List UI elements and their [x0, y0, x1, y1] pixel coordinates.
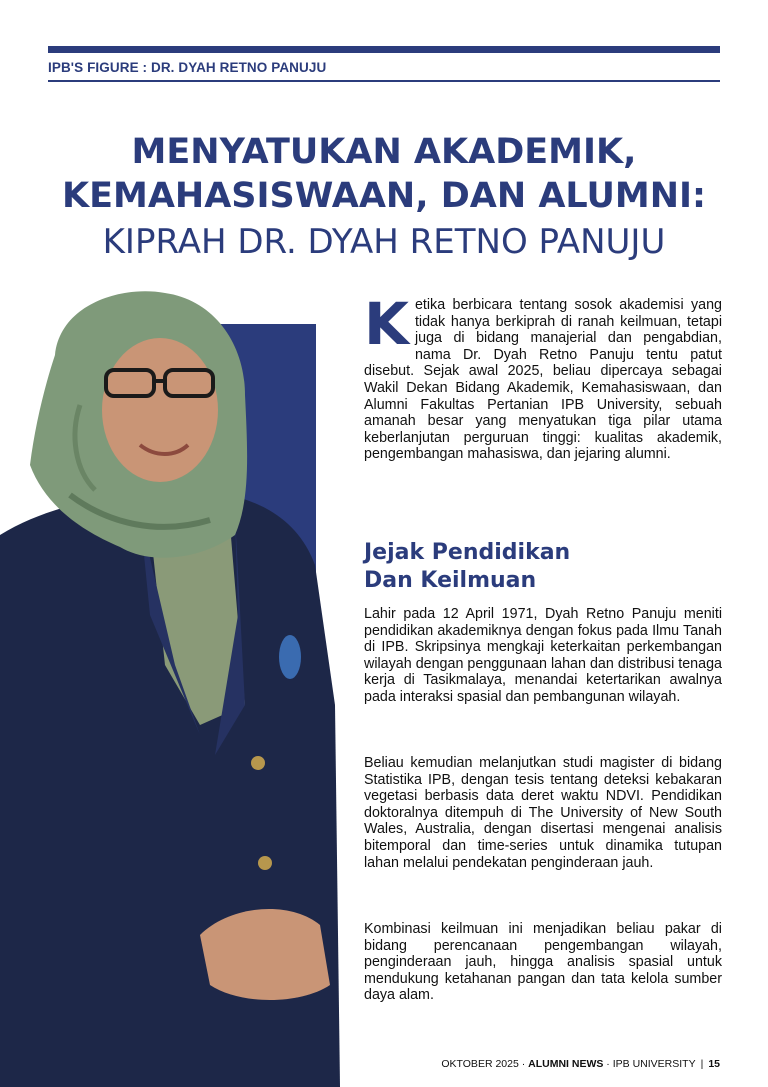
- header-top-rule: [48, 46, 720, 53]
- page-number: 15: [708, 1058, 720, 1070]
- intro-paragraph: [364, 290, 722, 463]
- portrait-photo: [0, 285, 360, 1087]
- article-headline: [0, 130, 768, 264]
- body-paragraph-1: Lahir pada 12 April 1971, Dyah Retno Panuju meniti pendidikan akademiknya dengan fokus pada Ilmu Tanah di IPB. Skripsinya mengkaji keterkaitan perkembangan wilayah dengan penggunaan lahan dan distribusi tenaga kerja di Tasikmalaya, menandai ketertarikan awalnya pada interaksi spasial dan pembangunan wilayah.: [364, 606, 722, 705]
- headline-line-2: KEMAHASISWAAN, DAN ALUMNI:: [61, 176, 707, 216]
- footer-org: · IPB UNIVERSITY: [603, 1058, 696, 1070]
- section-heading-line-1: Jejak Pendidikan: [364, 540, 571, 565]
- headline-line-3: KIPRAH DR. DYAH RETNO PANUJU: [102, 222, 666, 262]
- section-heading-line-2: Dan Keilmuan: [364, 568, 537, 593]
- intro-text: etika berbicara tentang sosok akademisi yang tidak hanya berkiprah di ranah keilmuan, tetapi juga di bidang manajerial dan pengabdian, nama Dr. Dyah Retno Panuju tentu patut disebut. Sejak awal 2025, beliau dipercaya sebagai Wakil Dekan Bidang Akademik, Kemahasiswaan, dan Alumni Fakultas Pertanian IPB University, sebuah amanah besar yang menyatukan tiga pilar utama keberlanjutan perguruan tinggi: kualitas akademik, pengembangan mahasiswa, dan jejaring alumni.: [364, 297, 722, 463]
- footer-date: OKTOBER 2025 ·: [441, 1058, 529, 1070]
- drop-cap: K: [364, 290, 409, 358]
- headline-line-1: MENYATUKAN AKADEMIK,: [131, 132, 637, 172]
- page-footer: [441, 1058, 720, 1070]
- body-paragraph-2: Beliau kemudian melanjutkan studi magister di bidang Statistika IPB, dengan tesis tentang deteksi kebakaran vegetasi berbasis data deret waktu NDVI. Pendidikan doktoralnya ditempuh di The University of New South Wales, Australia, dengan disertasi mengenai analisis bitemporal dan time-series untuk dinamika tutupan lahan melalui pendekatan penginderaan jauh.: [364, 755, 722, 871]
- section-label: IPB'S FIGURE : DR. DYAH RETNO PANUJU: [48, 60, 327, 75]
- body-paragraph-3: Kombinasi keilmuan ini menjadikan beliau pakar di bidang perencanaan pengembangan wilayah, penginderaan jauh, hingga analisis spasial untuk mendukung ketahanan pangan dan tata kelola sumber daya alam.: [364, 921, 722, 1004]
- section-heading: [364, 539, 722, 595]
- header-bottom-rule: [48, 80, 720, 82]
- footer-publication: ALUMNI NEWS: [528, 1058, 604, 1070]
- footer-divider: |: [700, 1058, 704, 1070]
